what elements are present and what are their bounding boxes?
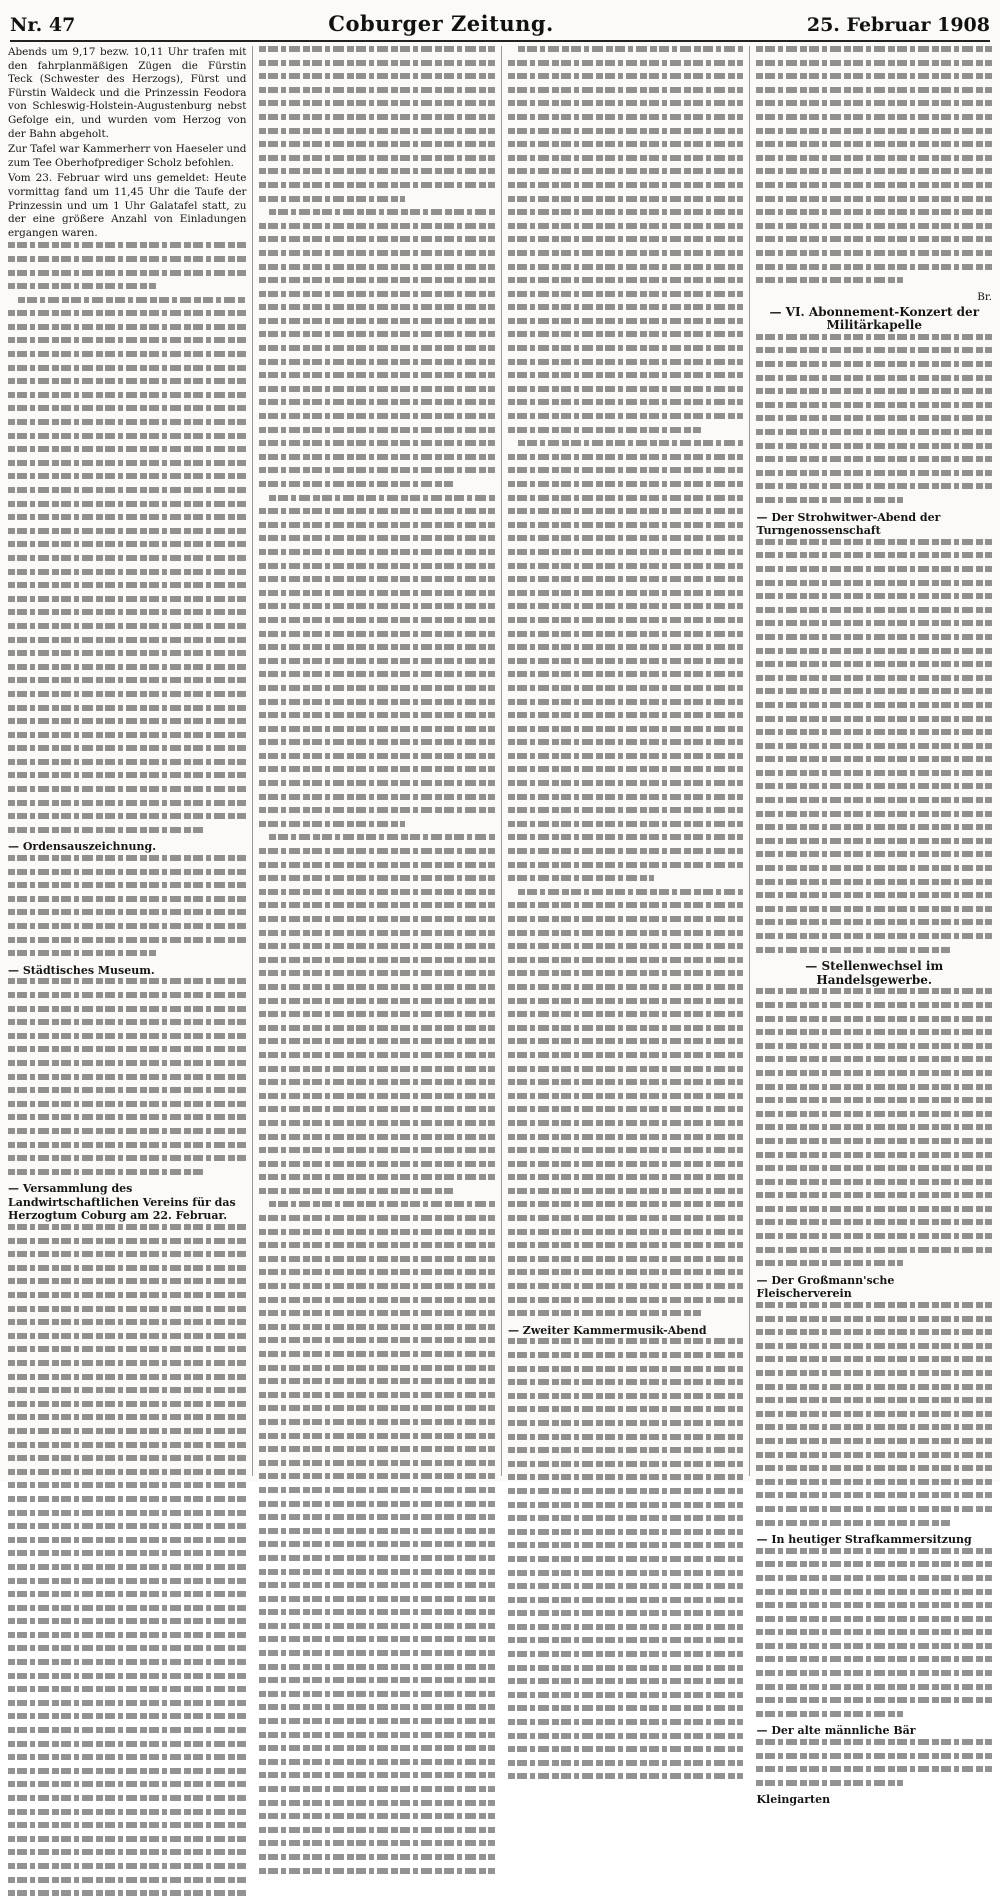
column-4 [749, 46, 992, 1807]
issue-number: Nr. 47 [10, 14, 76, 36]
text-block [756, 1739, 992, 1786]
section-heading: — Der Großmann'sche Fleischerverein [756, 1273, 895, 1301]
text-block [508, 46, 744, 1316]
section-heading: — Der Strohwitwer-Abend der Turngenossenschaft [756, 510, 941, 538]
column-3 [501, 46, 744, 1476]
text-block [8, 242, 246, 833]
text-block [756, 46, 992, 283]
text-block [756, 1548, 992, 1717]
section-heading: — VI. Abonnement-Konzert der Militärkapelle [769, 304, 980, 333]
text-columns [8, 46, 992, 1807]
section-heading: — Versammlung des Landwirtschaftlichen Vereins für das Herzogtum Coburg am 22. Februar. [8, 1182, 236, 1223]
text-block [756, 1302, 992, 1526]
section-heading: — Zweiter Kammermusik-Abend [507, 1323, 707, 1337]
section-heading: — In heutiger Strafkammersitzung [756, 1533, 972, 1547]
section-heading: — Stellenwechsel im Handelsgewerbe. [805, 959, 944, 987]
text-block [8, 1224, 246, 1896]
article-paragraph: Vom 23. Februar wird uns gemeldet: Heute vormittag fand um 11,45 Uhr die Taufe der Prinzessin und um 1 Uhr Galatafel statt, zu der eine größere Anzahl von Einladungen ergangen waren. [8, 172, 247, 239]
text-block [259, 46, 495, 1874]
column-1 [8, 46, 246, 1476]
masthead [10, 8, 990, 42]
text-block [756, 988, 992, 1266]
text-block [8, 855, 246, 956]
section-heading: Kleingarten [756, 1793, 831, 1807]
article-paragraph: Abends um 9,17 bezw. 10,11 Uhr trafen mit den fahrplanmäßigen Zügen die Fürstin Teck (Schwester des Herzogs), Fürst und Fürstin Waldeck und die Prinzessin Feodora von Schleswig-Holstein-Augustenburg nebst Gefolge ein, und wurden vom Herzog von der Bahn abgeholt. [8, 46, 247, 140]
section-heading: — Ordensauszeichnung. [8, 840, 157, 854]
text-block [756, 334, 992, 503]
section-heading: — Städtisches Museum. [8, 963, 155, 977]
article-paragraph: Zur Tafel war Kammerherr von Haeseler und zum Tee Oberhofprediger Scholz befohlen. [8, 143, 247, 169]
section-heading: — Der alte männliche Bär [756, 1724, 916, 1738]
text-block [8, 978, 246, 1174]
column-2 [252, 46, 495, 1476]
text-block [508, 1338, 744, 1779]
newspaper-title: Coburger Zeitung. [328, 11, 554, 36]
issue-date: 25. Februar 1908 [806, 14, 990, 36]
author-signature: Br. [977, 290, 992, 303]
text-block [756, 539, 992, 953]
